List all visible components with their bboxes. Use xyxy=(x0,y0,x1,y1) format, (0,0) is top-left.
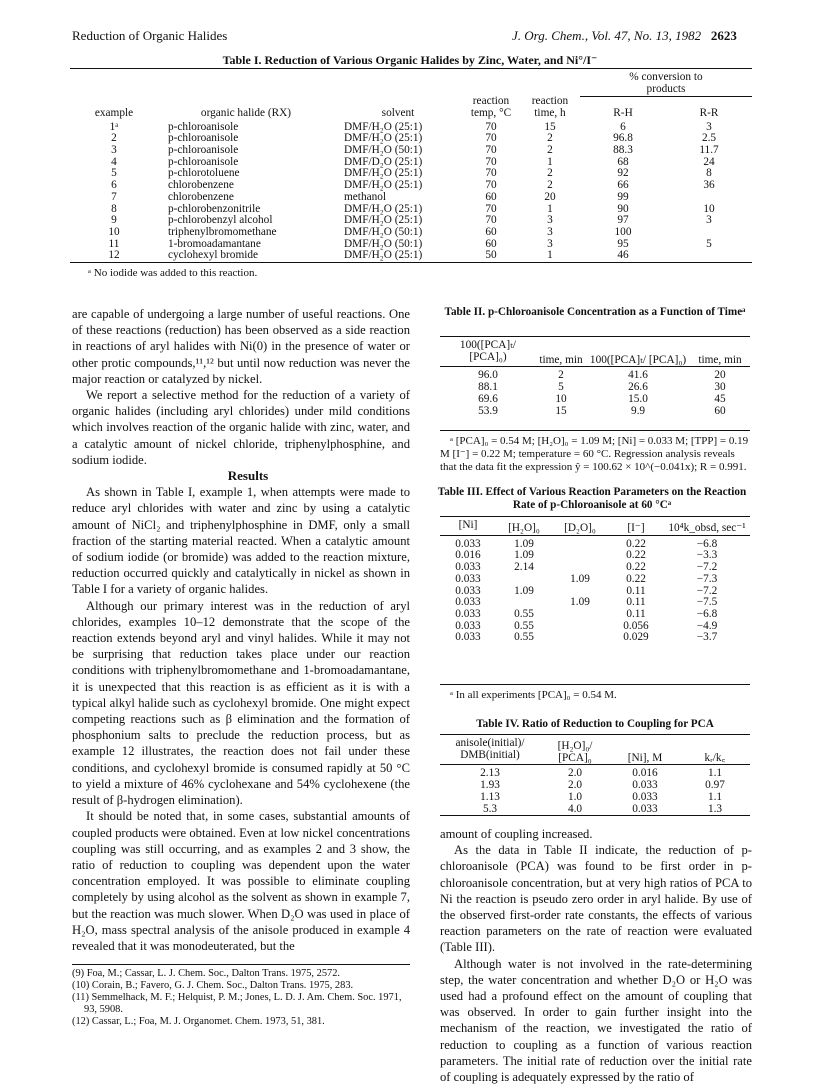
references xyxy=(72,964,410,1028)
table-row xyxy=(440,535,750,550)
example-cell: 9 xyxy=(111,214,117,227)
table3-header: [D₂O]₀ xyxy=(552,517,608,536)
table-cell: 60 xyxy=(714,404,726,417)
table-cell: 20 xyxy=(714,369,726,382)
table1-body xyxy=(70,120,752,263)
paragraph: Although our primary interest was in the reduction of aryl chlorides, examples 10–12 demonstrate that the scope of the reaction extends beyond aryl and vinyl halides. While it may not be surprising that reduction takes place under our reaction conditions with triphenylbromomethane and 1-bromoadamantane, it is unexpected that this reaction is as efficient as it is with a typical alkyl halide such as cyclohexyl bromide. One might expect competing reactions such as β elimination and the formation of phosphonium salts to preclude the reduction process, but as example 12 illustrates, the reaction does not fail under these conditions, and cyclohexyl bromide is consumed rapidly at 50 °C to yield a mixture of 46% cyclohexane and 54% cyclohexene (the result of β-hydrogen elimination). xyxy=(72,598,410,808)
table-cell: 26.6 xyxy=(628,381,648,394)
table-cell: 0.22 xyxy=(626,537,646,550)
paragraph: It should be noted that, in some cases, substantial amounts of coupled products were obtained. Even at low nickel concentrations coupling was still occurring, and as examples 2 and 3 show, the ratio of reduction to coupling was dependent upon the water concentration employed. It was possible to eliminate coupling completely by using alcohol as the solvent as shown in example 7, but the reaction was much slower. When D₂O was used in place of H₂O, mass spectral analysis of the anisole produced in example 4 revealed that it was monodeuterated, but the xyxy=(72,809,410,953)
table-cell: 1.1 xyxy=(707,767,723,780)
table1-header-rr: R-R xyxy=(666,96,752,119)
table-cell: 0.033 xyxy=(632,779,658,792)
table-cell: 1.09 xyxy=(514,549,534,562)
halide-cell: p-chloroanisole xyxy=(168,155,239,168)
section-heading-results: Results xyxy=(227,468,269,484)
example-cell: 10 xyxy=(108,225,120,238)
time-cell: 2 xyxy=(547,167,553,180)
rr-cell: 36 xyxy=(703,179,715,192)
rh-cell: 99 xyxy=(617,190,629,203)
rh-cell: 68 xyxy=(617,155,629,168)
table-cell: 0.033 xyxy=(455,596,481,609)
halide-cell: p-chloroanisole xyxy=(168,144,239,157)
rr-cell: 3 xyxy=(706,120,712,133)
time-cell: 2 xyxy=(547,179,553,192)
table-cell xyxy=(552,632,608,644)
table-cell: −7.2 xyxy=(696,584,718,597)
table-cell: 0.033 xyxy=(455,584,481,597)
paragraph: We report a selective method for the reduction of a variety of organic halides (including aryl chlorides) under mild conditions which involves reaction of the organic halide with zinc, water, and a catalytic amount of nickel chloride, triphenylphosphine, and sodium iodide. xyxy=(72,388,410,467)
table2-header: 100([PCA]ₜ/ [PCA]₀) xyxy=(440,337,536,367)
table-cell: 0.016 xyxy=(455,549,481,562)
table-cell: 41.6 xyxy=(628,369,648,382)
table-cell: 2.13 xyxy=(480,767,500,780)
rh-cell: 96.8 xyxy=(613,132,633,145)
table3-title: Table III. Effect of Various Reaction Parameters on the Reaction Rate of p-Chloroanisole at 60 °Cᵃ xyxy=(437,486,747,511)
time-cell: 3 xyxy=(547,214,553,227)
table-cell: 1.3 xyxy=(680,804,750,816)
table-cell: 0.55 xyxy=(514,607,534,620)
temp-cell: 70 xyxy=(485,179,497,192)
table-cell: 0.029 xyxy=(623,631,649,644)
rh-cell: 66 xyxy=(617,179,629,192)
table-row xyxy=(70,227,752,239)
time-cell: 1 xyxy=(547,155,553,168)
temp-cell: 60 xyxy=(485,237,497,250)
table-cell: 2 xyxy=(558,369,564,382)
table1-header-solvent: solvent xyxy=(381,106,415,119)
table-cell: 0.11 xyxy=(626,584,646,597)
example-cell: 4 xyxy=(111,155,117,168)
solvent-cell: DMF/H₂O (25:1) xyxy=(344,179,423,192)
table3-header: [I⁻] xyxy=(608,517,664,536)
table-cell: −7.3 xyxy=(696,572,718,585)
rr-cell: 10 xyxy=(703,202,715,215)
solvent-cell: DMF/H₂O (25:1) xyxy=(344,202,423,215)
halide-cell: cyclohexyl bromide xyxy=(168,249,259,262)
table2-title: Table II. p-Chloroanisole Concentration as a Function of Timeᵃ xyxy=(444,306,746,318)
halide-cell: p-chloroanisole xyxy=(168,120,239,133)
rh-cell: 46 xyxy=(617,249,629,262)
paragraph: are capable of undergoing a large number of useful reactions. One of these reactions (reduction) has been observed as a side reaction in reactions of aryl halides with Ni(0) in the presence of water or other protic compounds,¹¹,¹² but until now reduction was never the major reaction or catalyzed by nickel. xyxy=(72,307,410,386)
table4-header: [Ni], M xyxy=(610,735,680,765)
rr-cell: 5 xyxy=(706,237,712,250)
table-row xyxy=(70,145,752,157)
time-cell: 20 xyxy=(544,190,556,203)
rr-cell: 8 xyxy=(706,167,712,180)
table3-header: [Ni] xyxy=(440,517,496,536)
table-row xyxy=(440,765,750,780)
paragraph: As the data in Table II indicate, the reduction of p-chloroanisole (PCA) was found to be first order in p-chloroanisole concentration, but at very high ratios of PCA to Ni the reaction is pseudo zero order in aryl halide. By use of the observed first-order rate constants, the effects of various reaction parameters on the rate of reaction were evaluated (Table III). xyxy=(440,843,752,955)
temp-cell: 70 xyxy=(485,120,497,133)
table-cell: 15.0 xyxy=(628,392,648,405)
example-cell: 12 xyxy=(108,249,120,262)
halide-cell: p-chlorobenzonitrile xyxy=(168,202,261,215)
rr-cell xyxy=(666,192,752,204)
table-cell: −6.8 xyxy=(696,607,718,620)
temp-cell: 70 xyxy=(485,132,497,145)
table4-title: Table IV. Ratio of Reduction to Coupling for PCA xyxy=(476,718,714,730)
halide-cell: p-chloroanisole xyxy=(168,132,239,145)
table4-header: anisole(initial)/ DMB(initial) xyxy=(440,735,540,765)
reference-item: (10) Corain, B.; Favero, G. J. Chem. Soc., Dalton Trans. 1975, 283. xyxy=(72,980,354,991)
time-cell: 2 xyxy=(547,144,553,157)
left-column xyxy=(72,306,410,954)
journal-name: J. Org. Chem., Vol. 47, No. 13, 1982 xyxy=(512,28,702,43)
table-cell: 1.0 xyxy=(567,790,583,803)
rh-cell: 100 xyxy=(614,225,632,238)
table-cell: 0.033 xyxy=(455,631,481,644)
reference-item: (9) Foa, M.; Cassar, L. J. Chem. Soc., Dalton Trans. 1975, 2572. xyxy=(72,968,341,979)
table-cell: −7.5 xyxy=(696,596,718,609)
table-cell: 0.22 xyxy=(626,561,646,574)
table4-body xyxy=(440,765,750,816)
table-cell: 1.09 xyxy=(570,596,590,609)
table4-header: [H₂O]₀/ [PCA]₀ xyxy=(540,735,610,765)
table2-header: time, min xyxy=(536,337,586,367)
table1-header-example: example xyxy=(94,106,134,119)
reference-item: (12) Cassar, L.; Foa, M. J. Organomet. Chem. 1973, 51, 381. xyxy=(72,1016,325,1027)
example-cell: 5 xyxy=(111,167,117,180)
table2-footnote: ᵃ [PCA]₀ = 0.54 M; [H₂O]₀ = 1.09 M; [Ni] = 0.033 M; [TPP] = 0.19 M [I⁻] = 0.22 M; temperature = 60 °C. Regression analysis reveals that the data fit the expression ŷ = 100.62 × 10^(−0.041x); R = 0.991. xyxy=(440,430,750,474)
rr-cell: 11.7 xyxy=(699,144,719,157)
example-cell: 1ᵃ xyxy=(109,120,119,133)
rr-cell xyxy=(666,227,752,239)
table-cell: 0.033 xyxy=(455,607,481,620)
table2-body xyxy=(440,367,750,417)
table-cell xyxy=(552,621,608,633)
table-row xyxy=(440,632,750,644)
table-cell: −4.9 xyxy=(696,619,718,632)
table-cell: 88.1 xyxy=(478,381,498,394)
time-cell: 2 xyxy=(547,132,553,145)
time-cell: 15 xyxy=(544,120,556,133)
table3-footnote: ᵃ In all experiments [PCA]₀ = 0.54 M. xyxy=(440,684,750,702)
table-cell: 1.09 xyxy=(514,584,534,597)
table-cell: 0.97 xyxy=(705,779,725,792)
reference-item: (11) Semmelhack, M. F.; Helquist, P. M.; Jones, L. D. J. Am. Chem. Soc. 1971, 93, 5908. xyxy=(72,992,402,1015)
table-cell: 0.22 xyxy=(626,572,646,585)
table-cell: −7.2 xyxy=(696,561,718,574)
temp-cell: 70 xyxy=(485,144,497,157)
solvent-cell: DMF/H₂O (50:1) xyxy=(344,225,423,238)
table-cell: 0.55 xyxy=(514,619,534,632)
table1-title: Table I. Reduction of Various Organic Halides by Zinc, Water, and Ni°/I⁻ xyxy=(222,53,598,67)
table3-body xyxy=(440,535,750,644)
table-cell: 5.3 xyxy=(440,804,540,816)
paragraph: amount of coupling increased. xyxy=(440,827,593,841)
halide-cell: p-chlorobenzyl alcohol xyxy=(168,214,273,227)
table-cell: 0.016 xyxy=(632,767,658,780)
table-cell: −6.8 xyxy=(696,537,718,550)
table-cell: −3.7 xyxy=(696,631,718,644)
solvent-cell: DMF/H₂O (25:1) xyxy=(344,132,423,145)
table4 xyxy=(440,734,750,816)
solvent-cell: DMF/H₂O (50:1) xyxy=(344,144,423,157)
journal-citation xyxy=(512,28,737,44)
solvent-cell: DMF/H₂O (25:1) xyxy=(344,214,423,227)
running-head: Reduction of Organic Halides xyxy=(72,28,228,43)
rh-cell: 6 xyxy=(620,120,626,133)
table-row xyxy=(440,609,750,621)
table-row xyxy=(440,574,750,586)
rr-cell xyxy=(666,250,752,262)
halide-cell: 1-bromoadamantane xyxy=(168,237,261,250)
table1-header-temp: reaction temp, °C xyxy=(470,95,512,119)
table-cell xyxy=(552,550,608,562)
example-cell: 3 xyxy=(111,144,117,157)
paragraph: As shown in Table I, example 1, when attempts were made to reduce aryl chlorides with water and zinc by using a catalytic amount of NiCl₂ and triphenylphosphine in DMF, only a small fraction of the starting material reacted. When a catalytic amount of sodium iodide (or bromide) was added to the reaction mixture, reduction occurred quickly and catalytically in nickel as shown in Table I for a variety of organic halides. xyxy=(72,485,410,597)
solvent-cell: DMF/H₂O (25:1) xyxy=(344,120,423,133)
time-cell: 3 xyxy=(547,225,553,238)
table-cell: 30 xyxy=(714,381,726,394)
table4-header: kᵣ/k꜀ xyxy=(680,735,750,765)
table1-header-time: reaction time, h xyxy=(531,95,569,119)
table-cell: 1.09 xyxy=(570,572,590,585)
table-cell: 5 xyxy=(558,381,564,394)
table-row xyxy=(440,792,750,804)
table-cell: 96.0 xyxy=(478,369,498,382)
rh-cell: 95 xyxy=(617,237,629,250)
time-cell: 1 xyxy=(547,249,553,262)
solvent-cell: methanol xyxy=(344,190,387,203)
table-cell xyxy=(496,574,552,586)
table-cell: 0.033 xyxy=(455,537,481,550)
table1-footnote: ᵃ No iodide was added to this reaction. xyxy=(70,263,752,280)
solvent-cell: DMF/H₂O (25:1) xyxy=(344,167,423,180)
table-cell: 1.1 xyxy=(707,790,723,803)
table-cell: 53.9 xyxy=(478,404,498,417)
table3-header: 10⁴k_obsd, sec⁻¹ xyxy=(664,517,750,536)
temp-cell: 60 xyxy=(485,190,497,203)
table3-header: [H₂O]₀ xyxy=(496,517,552,536)
table-cell xyxy=(552,609,608,621)
time-cell: 1 xyxy=(547,202,553,215)
example-cell: 2 xyxy=(111,132,117,145)
table-cell: 0.033 xyxy=(610,804,680,816)
table-row xyxy=(70,250,752,262)
right-column xyxy=(440,826,752,1085)
table3 xyxy=(440,516,750,644)
table-cell: 2.0 xyxy=(567,779,583,792)
temp-cell: 50 xyxy=(485,249,497,262)
example-cell: 8 xyxy=(111,202,117,215)
table2-header: 100([PCA]ₜ/ [PCA]₀) xyxy=(586,337,690,367)
table-cell: 0.033 xyxy=(455,619,481,632)
table-cell: 9.9 xyxy=(630,404,646,417)
halide-cell: chlorobenzene xyxy=(168,179,234,192)
table1-header-halide: organic halide (RX) xyxy=(200,106,292,119)
paragraph: Although water is not involved in the rate-determining step, the water concentration and whether D₂O or H₂O was used had a profound effect on the amount of coupling that was observed. In order to gain further insight into the mechanism of the reaction, we investigated the ratio of reduction to coupling as a function of various reaction parameters. The initial rate of reduction over the initial rate of coupling is adequately expressed by the ratio of xyxy=(440,956,752,1085)
table-cell: 15 xyxy=(555,404,567,417)
solvent-cell: DMF/D₂O (25:1) xyxy=(344,155,423,168)
table-cell: 10 xyxy=(555,392,567,405)
solvent-cell: DMF/H₂O (25:1) xyxy=(344,249,423,262)
table-cell: 0.033 xyxy=(455,572,481,585)
table-cell: 0.033 xyxy=(455,561,481,574)
table1 xyxy=(70,68,752,280)
temp-cell: 70 xyxy=(485,167,497,180)
table-cell: 1.93 xyxy=(480,779,500,792)
table-row xyxy=(70,120,752,134)
table-cell: 0.11 xyxy=(626,596,646,609)
table-cell: 0.033 xyxy=(632,790,658,803)
example-cell: 7 xyxy=(111,190,117,203)
example-cell: 6 xyxy=(111,179,117,192)
rh-cell: 88.3 xyxy=(613,144,633,157)
table-row xyxy=(70,192,752,204)
halide-cell: triphenylbromomethane xyxy=(168,225,277,238)
rh-cell: 90 xyxy=(617,202,629,215)
table1-header-rh: R-H xyxy=(580,96,666,119)
table-row xyxy=(440,394,750,406)
rr-cell: 24 xyxy=(703,155,715,168)
table-cell: 4.0 xyxy=(540,804,610,816)
table-row xyxy=(440,367,750,382)
rh-cell: 92 xyxy=(617,167,629,180)
table-cell: 0.22 xyxy=(626,549,646,562)
table-cell: 0.056 xyxy=(623,619,649,632)
table2-header: time, min xyxy=(690,337,750,367)
table-cell: 2.0 xyxy=(567,767,583,780)
halide-cell: chlorobenzene xyxy=(168,190,234,203)
solvent-cell: DMF/H₂O (50:1) xyxy=(344,237,423,250)
halide-cell: p-chlorotoluene xyxy=(168,167,240,180)
temp-cell: 70 xyxy=(485,214,497,227)
table-row xyxy=(440,406,750,418)
example-cell: 11 xyxy=(108,237,120,250)
temp-cell: 70 xyxy=(485,155,497,168)
time-cell: 3 xyxy=(547,237,553,250)
table2 xyxy=(440,336,750,417)
table-row xyxy=(440,804,750,816)
table-cell: 1.13 xyxy=(480,790,500,803)
rr-cell: 2.5 xyxy=(701,132,717,145)
temp-cell: 60 xyxy=(485,225,497,238)
table-cell: 45 xyxy=(714,392,726,405)
table-cell: 2.14 xyxy=(514,561,534,574)
table1-header-conversion: % conversion to products xyxy=(629,71,703,95)
rh-cell: 97 xyxy=(617,214,629,227)
rr-cell: 3 xyxy=(706,214,712,227)
table-cell: 1.09 xyxy=(514,537,534,550)
table-cell: 0.55 xyxy=(514,631,534,644)
table-cell: 69.6 xyxy=(478,392,498,405)
table-cell: 0.11 xyxy=(626,607,646,620)
table-cell xyxy=(552,535,608,550)
page-number: 2623 xyxy=(710,28,737,43)
temp-cell: 70 xyxy=(485,202,497,215)
table-cell: −3.3 xyxy=(696,549,718,562)
